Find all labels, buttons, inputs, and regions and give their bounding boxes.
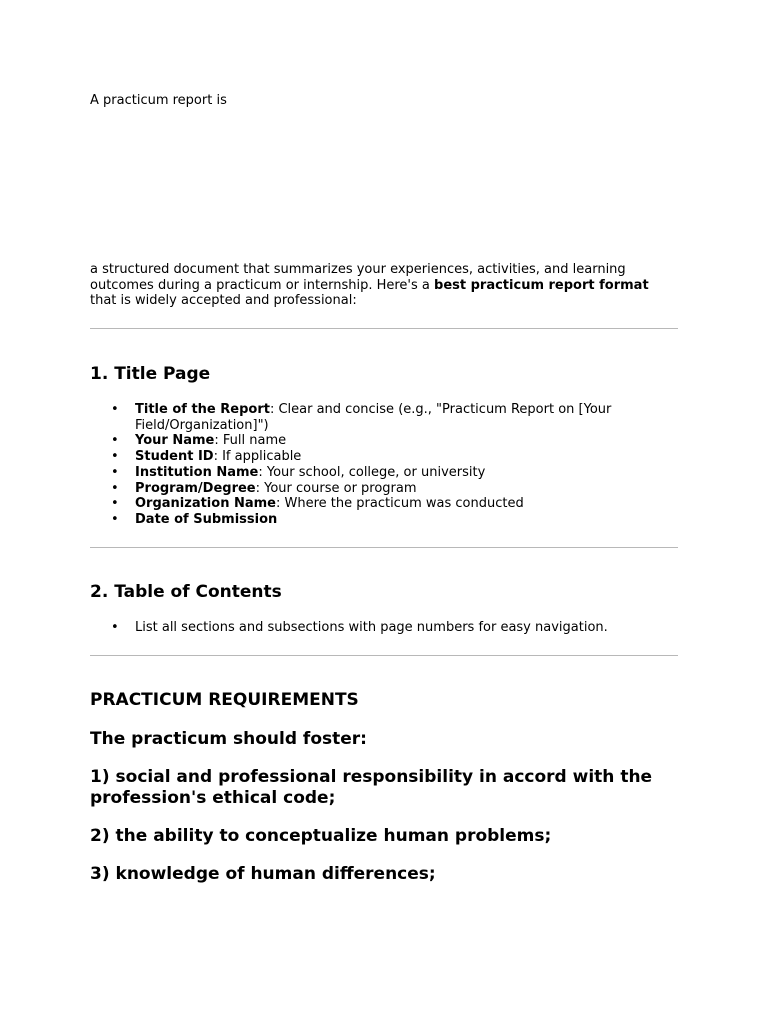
list-item (135, 481, 678, 497)
list-item-text: : Where the practicum was conducted (276, 496, 524, 512)
intro-body-bold: best practicum report format (434, 277, 649, 293)
list-item-label: Student ID (135, 449, 214, 465)
divider-2 (90, 547, 678, 548)
list-item (135, 449, 678, 465)
divider-1 (90, 328, 678, 329)
list-item-label: Your Name (135, 433, 215, 449)
requirement-point-3: 3) knowledge of human differences; (90, 864, 436, 884)
list-item-text: : Clear and concise (e.g., "Practicum Report on [Your Field/Organization]") (135, 402, 612, 433)
list-item-label: Title of the Report (135, 402, 270, 417)
list-item (135, 496, 678, 512)
list-item-label: Program/Degree (135, 480, 256, 496)
list-item-label: Date of Submission (135, 511, 278, 527)
list-item-text: List all sections and subsections with page numbers for easy navigation. (135, 620, 608, 635)
list-item (135, 512, 678, 528)
requirement-point-1: 1) social and professional responsibility in accord with the profession's ethical code; (90, 767, 653, 808)
list-item (135, 402, 678, 433)
requirements-lead: The practicum should foster: (90, 729, 367, 749)
list-item-text: : Full name (214, 433, 287, 449)
intro-body-text-2: that is widely accepted and professional: (90, 293, 357, 309)
list-item-text: : If applicable (213, 449, 302, 465)
list-item (135, 465, 678, 481)
divider-3 (90, 655, 678, 656)
section-heading-title-page: 1. Title Page (90, 364, 211, 384)
list-item-label: Institution Name (135, 464, 259, 480)
title-page-list (90, 402, 678, 528)
list-item-text: : Your course or program (255, 480, 417, 496)
list-item-text: : Your school, college, or university (258, 464, 486, 480)
requirement-point-2: 2) the ability to conceptualize human problems; (90, 826, 552, 846)
intro-body-text-1: a structured document that summarizes your experiences, activities, and learning outcomes during a practicum or internship. Here's a (90, 262, 626, 293)
intro-lead: A practicum report is (90, 93, 227, 108)
intro-body (90, 262, 678, 309)
list-item (135, 433, 678, 449)
section-heading-toc: 2. Table of Contents (90, 582, 282, 602)
list-item-label: Organization Name (135, 496, 276, 512)
requirements-heading: PRACTICUM REQUIREMENTS (90, 690, 359, 710)
list-item (135, 620, 678, 636)
toc-list (90, 620, 678, 636)
